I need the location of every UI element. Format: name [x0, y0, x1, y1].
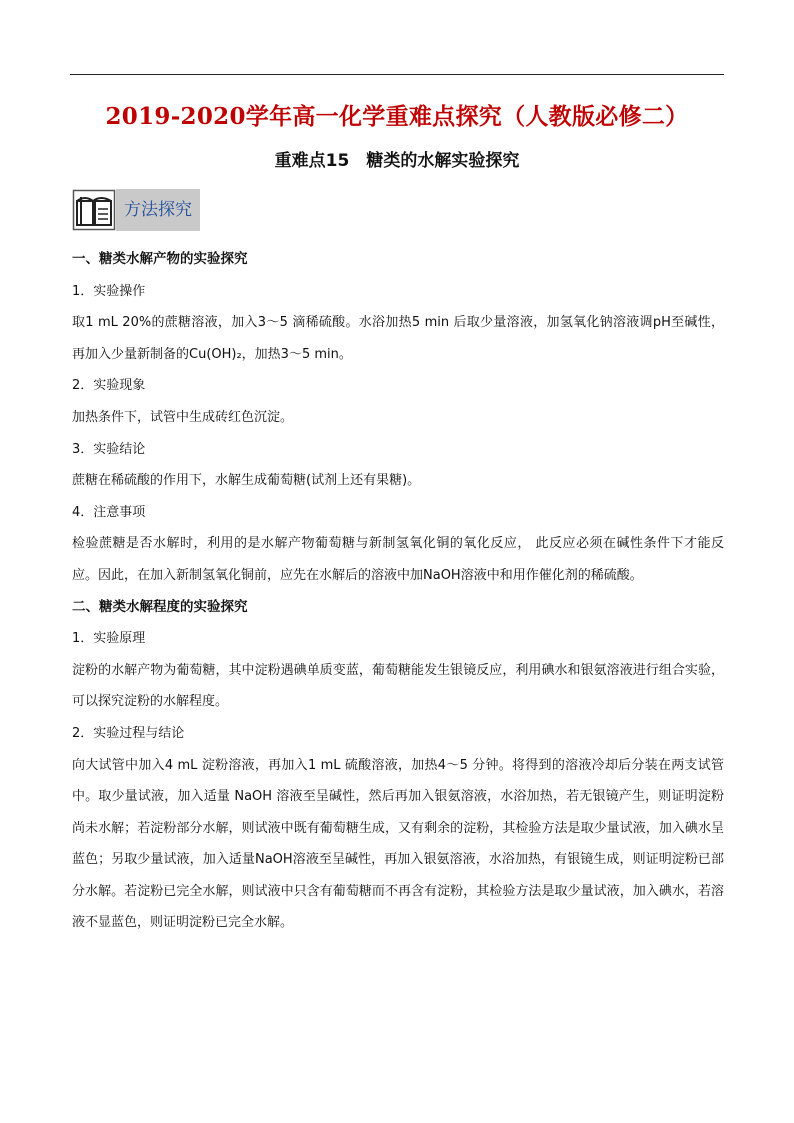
book-icon [72, 189, 116, 231]
subsection-heading: 2．实验过程与结论 [72, 725, 185, 741]
banner-label: 方法探究 [116, 189, 200, 231]
paragraph: 取1 mL 20%的蔗糖溶液，加入3～5 滴稀硫酸。水浴加热5 min 后取少量溶液，加氢氧化钠溶液调pH至碱性，再加入少量新制备的Cu(OH)₂，加热3～5 min。 [72, 315, 724, 362]
section-heading: 二、糖类水解程度的实验探究 [72, 598, 248, 615]
paragraph: 淀粉的水解产物为葡萄糖，其中淀粉遇碘单质变蓝，葡萄糖能发生银镜反应，利用碘水和银氨溶液进行组合实验，可以探究淀粉的水解程度。 [72, 662, 724, 710]
subsection-heading: 3．实验结论 [72, 441, 146, 457]
subsection-heading: 1．实验原理 [72, 631, 146, 647]
subsection-heading: 1．实验操作 [72, 283, 146, 299]
page-subtitle: 重难点15 糖类的水解实验探究 [274, 151, 520, 171]
subsection-heading: 4．注意事项 [72, 504, 146, 520]
paragraph: 向大试管中加入4 mL 淀粉溶液，再加入1 mL 硫酸溶液，加热4～5 分钟。将得到的溶液冷却后分装在两支试管中。取少量试液，加入适量 NaOH 溶液至呈碱性，然后再加入银氨溶液，水浴加热，若无银镜产生，则证明淀粉尚未水解；若淀粉部分水解，则试液中既有葡萄糖生成，又有剩余的淀粉，其检验方法是取少量试液，加入碘水呈蓝色；另取少量试液，加入适量NaOH溶液至呈碱性，再加入银氨溶液，水浴加热，有银镜生成，则证明淀粉已部分水解。若淀粉已完全水解，则试液中只含有葡萄糖而不再含有淀粉，其检验方法是取少量试液，加入碘水，若溶液不显蓝色，则证明淀粉已完全水解。 [72, 757, 724, 931]
document-body [72, 244, 724, 939]
method-banner [72, 189, 202, 231]
page-title: 2019-2020学年高一化学重难点探究（人教版必修二） [105, 103, 689, 130]
section-heading: 一、糖类水解产物的实验探究 [72, 251, 248, 267]
paragraph: 蔗糖在稀硫酸的作用下，水解生成葡萄糖(试剂上还有果糖)。 [72, 473, 421, 489]
header-rule [70, 74, 724, 75]
paragraph: 检验蔗糖是否水解时，利用的是水解产物葡萄糖与新制氢氧化铜的氧化反应， 此反应必须在碱性条件下才能反应。因此，在加入新制氢氧化铜前，应先在水解后的溶液中加NaOH溶液中和用作催化剂的稀硫酸。 [72, 536, 724, 583]
paragraph: 加热条件下，试管中生成砖红色沉淀。 [72, 409, 294, 425]
subsection-heading: 2．实验现象 [72, 378, 146, 394]
